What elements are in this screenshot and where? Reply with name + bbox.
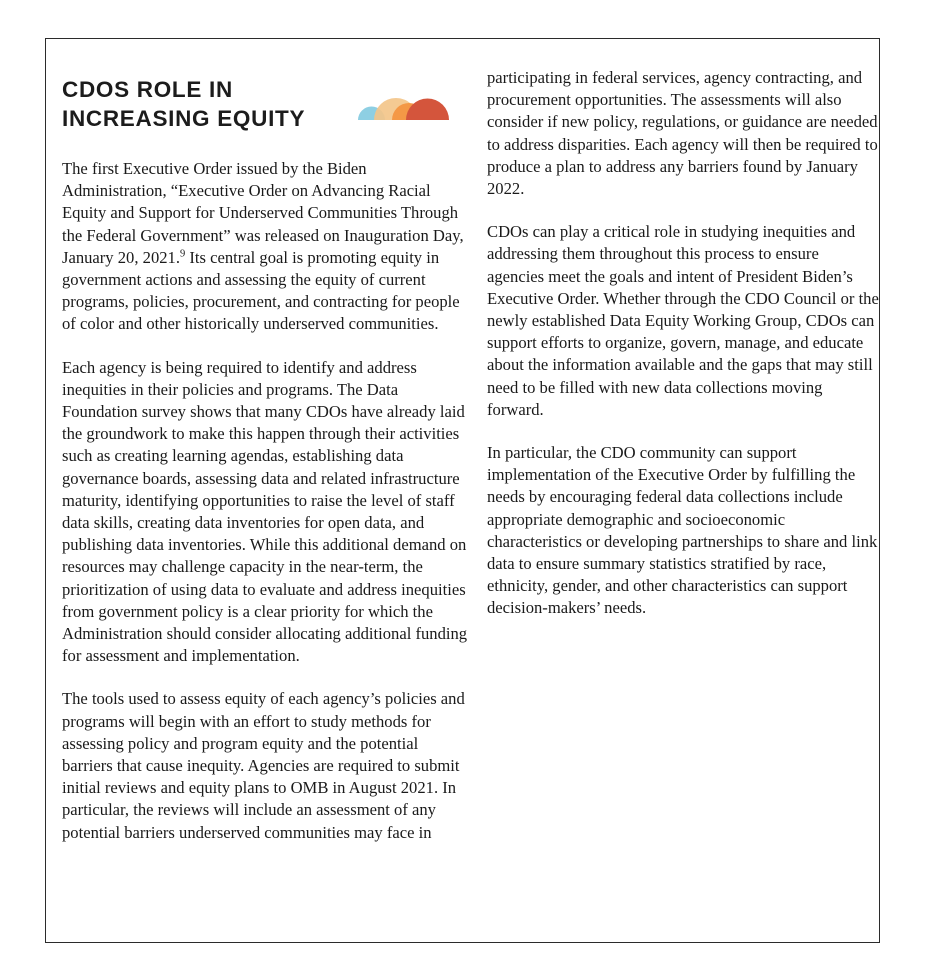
paragraph	[62, 158, 472, 336]
section-header	[62, 75, 472, 143]
red-orange-arc	[406, 99, 449, 121]
paragraph-text-continued: Its central goal is promoting equity in government actions and assessing the equity of current programs, policies, procurement, and contracting for people of color and other historically underserved communities.	[62, 247, 460, 334]
paragraph-text: The first Executive Order issued by the Biden Administration, “Executive Order on Advancing Racial Equity and Support for Underserved Communities Through the Federal Government” was released on Inauguration Day, January 20, 2021.	[62, 159, 464, 267]
page-title: CDOS ROLE IN INCREASING EQUITY	[62, 77, 306, 131]
paragraph: participating in federal services, agency contracting, and procurement opportunities. The assessments will also consider if new policy, regulations, or guidance are needed to address disparities. Each agency will then be required to produce a plan to address any barriers found by January 2022.	[487, 68, 878, 199]
right-column	[487, 39, 879, 942]
paragraph: Each agency is being required to identify and address inequities in their policies and programs. The Data Foundation survey shows that many CDOs have already laid the groundwork to make this happen through their activities such as creating learning agendas, establishing data governance boards, assessing data and related infrastructure maturity, identifying opportunities to raise the level of staff data skills, creating data inventories for open data, and publishing data inventories. While this additional demand on resources may challenge capacity in the near-term, the prioritization of using data to evaluate and address inequities from government policy is a clear priority for which the Administration should consider allocating additional funding for assessment and implementation.	[62, 357, 468, 666]
left-column-body	[62, 158, 472, 844]
left-column	[62, 39, 472, 942]
paragraph: In particular, the CDO community can support implementation of the Executive Order by fulfilling the needs by encouraging federal data collections include appropriate demographic and socioeconomic characteristics or developing partnerships to share and link data to ensure summary statistics stratified by race, ethnicity, gender, and other characteristics can support decision-makers’ needs.	[487, 443, 878, 618]
document-page	[45, 38, 880, 943]
right-column-body	[487, 67, 879, 620]
footnote-reference: 9	[179, 248, 186, 260]
paragraph: The tools used to assess equity of each agency’s policies and programs will begin with an effort to study methods for assessing policy and program equity and the potential barriers that cause inequity. Agencies are required to submit initial reviews and equity plans to OMB in August 2021. In particular, the reviews will include an assessment of any potential barriers underserved communities may face in	[62, 689, 465, 842]
overlapping-semicircles-logo	[356, 82, 450, 122]
paragraph: CDOs can play a critical role in studying inequities and addressing them throughout this process to ensure agencies meet the goals and intent of President Biden’s Executive Order. Whether through the CDO Council or the newly established Data Equity Working Group, CDOs can support efforts to organize, govern, manage, and educate about the information available and the gaps that may still need to be filled with new data collections moving forward.	[487, 222, 879, 419]
two-column-layout	[46, 39, 879, 942]
